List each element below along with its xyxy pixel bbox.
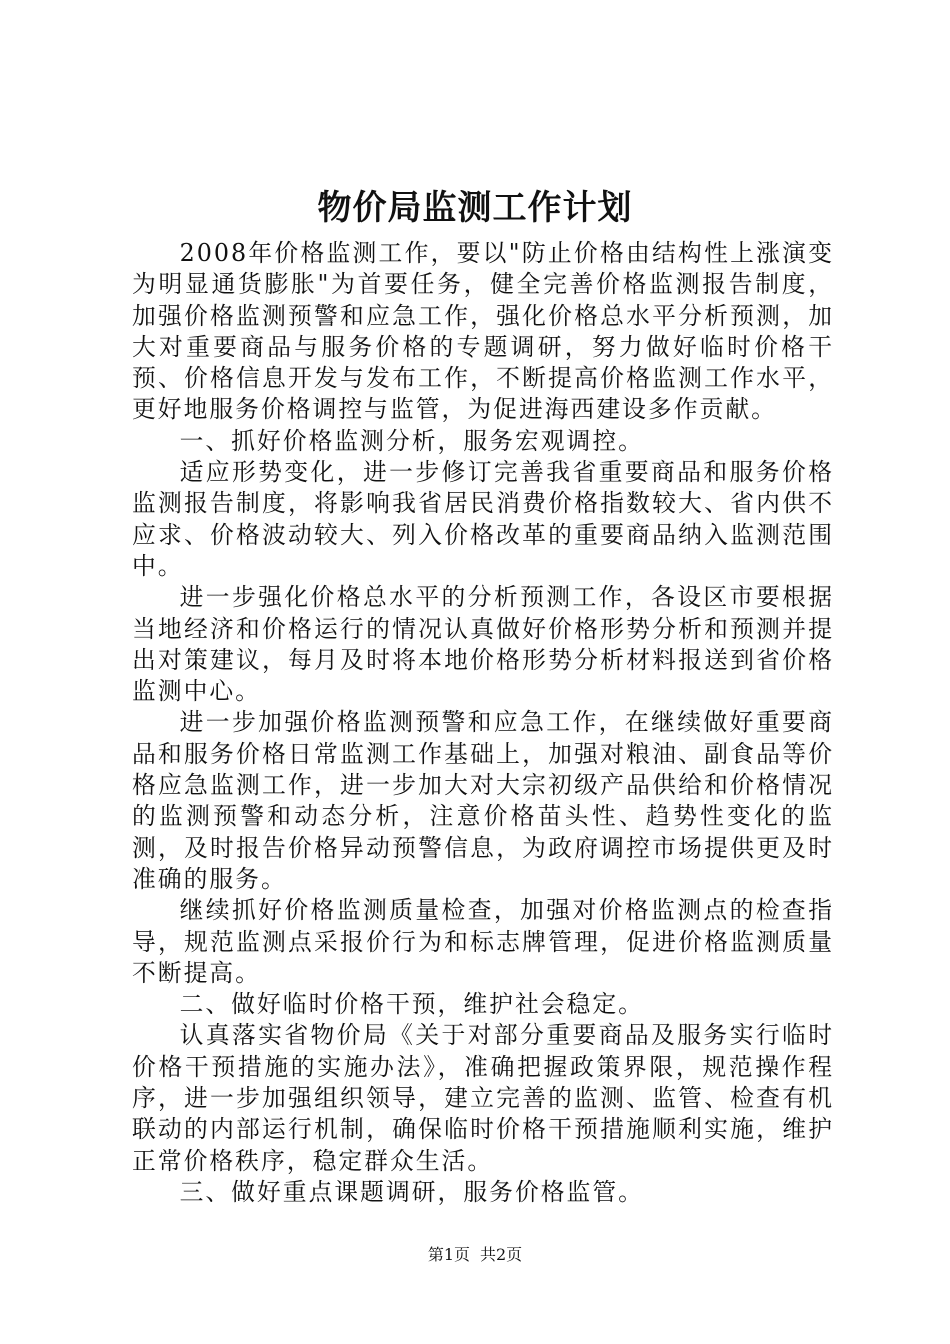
page-number: 第1页 [427, 1245, 470, 1264]
paragraph: 适应形势变化，进一步修订完善我省重要商品和服务价格监测报告制度，将影响我省居民消费价格指数较大、省内供不应求、价格波动较大、列入价格改革的重要商品纳入监测范围中。 [132, 458, 834, 580]
paragraph-intro: 2008年价格监测工作，要以"防止价格由结构性上涨演变为明显通货膨胀"为首要任务，健全完善价格监测报告制度，加强价格监测预警和应急工作，强化价格总水平分析预测，加大对重要商品与服务价格的专题调研，努力做好临时价格干预、价格信息开发与发布工作，不断提高价格监测工作水平，更好地服务价格调控与监管，为促进海西建设多作贡献。 [132, 239, 834, 424]
page-total: 共2页 [480, 1245, 523, 1264]
paragraph: 继续抓好价格监测质量检查，加强对价格监测点的检查指导，规范监测点采报价行为和标志牌管理，促进价格监测质量不断提高。 [132, 896, 834, 987]
paragraph: 认真落实省物价局《关于对部分重要商品及服务实行临时价格干预措施的实施办法》，准确把握政策界限，规范操作程序，进一步加强组织领导，建立完善的监测、监管、检查有机联动的内部运行机制，确保临时价格干预措施顺利实施，维护正常价格秩序，稳定群众生活。 [132, 1021, 834, 1175]
paragraph: 进一步强化价格总水平的分析预测工作，各设区市要根据当地经济和价格运行的情况认真做好价格形势分析和预测并提出对策建议，每月及时将本地价格形势分析材料报送到省价格监测中心。 [132, 583, 834, 706]
document-body [132, 238, 834, 1208]
paragraph: 进一步加强价格监测预警和应急工作，在继续做好重要商品和服务价格日常监测工作基础上，加强对粮油、副食品等价格应急监测工作，进一步加大对大宗初级产品供给和价格情况的监测预警和动态分析，注意价格苗头性、趋势性变化的监测，及时报告价格异动预警信息，为政府调控市场提供更及时准确的服务。 [132, 708, 834, 893]
page-footer [0, 1244, 950, 1266]
section-heading-3: 三、做好重点课题调研，服务价格监管。 [179, 1177, 644, 1206]
section-heading-2: 二、做好临时价格干预，维护社会稳定。 [179, 990, 644, 1019]
document-title: 物价局监测工作计划 [317, 188, 633, 228]
section-heading-1: 一、抓好价格监测分析，服务宏观调控。 [179, 426, 644, 455]
